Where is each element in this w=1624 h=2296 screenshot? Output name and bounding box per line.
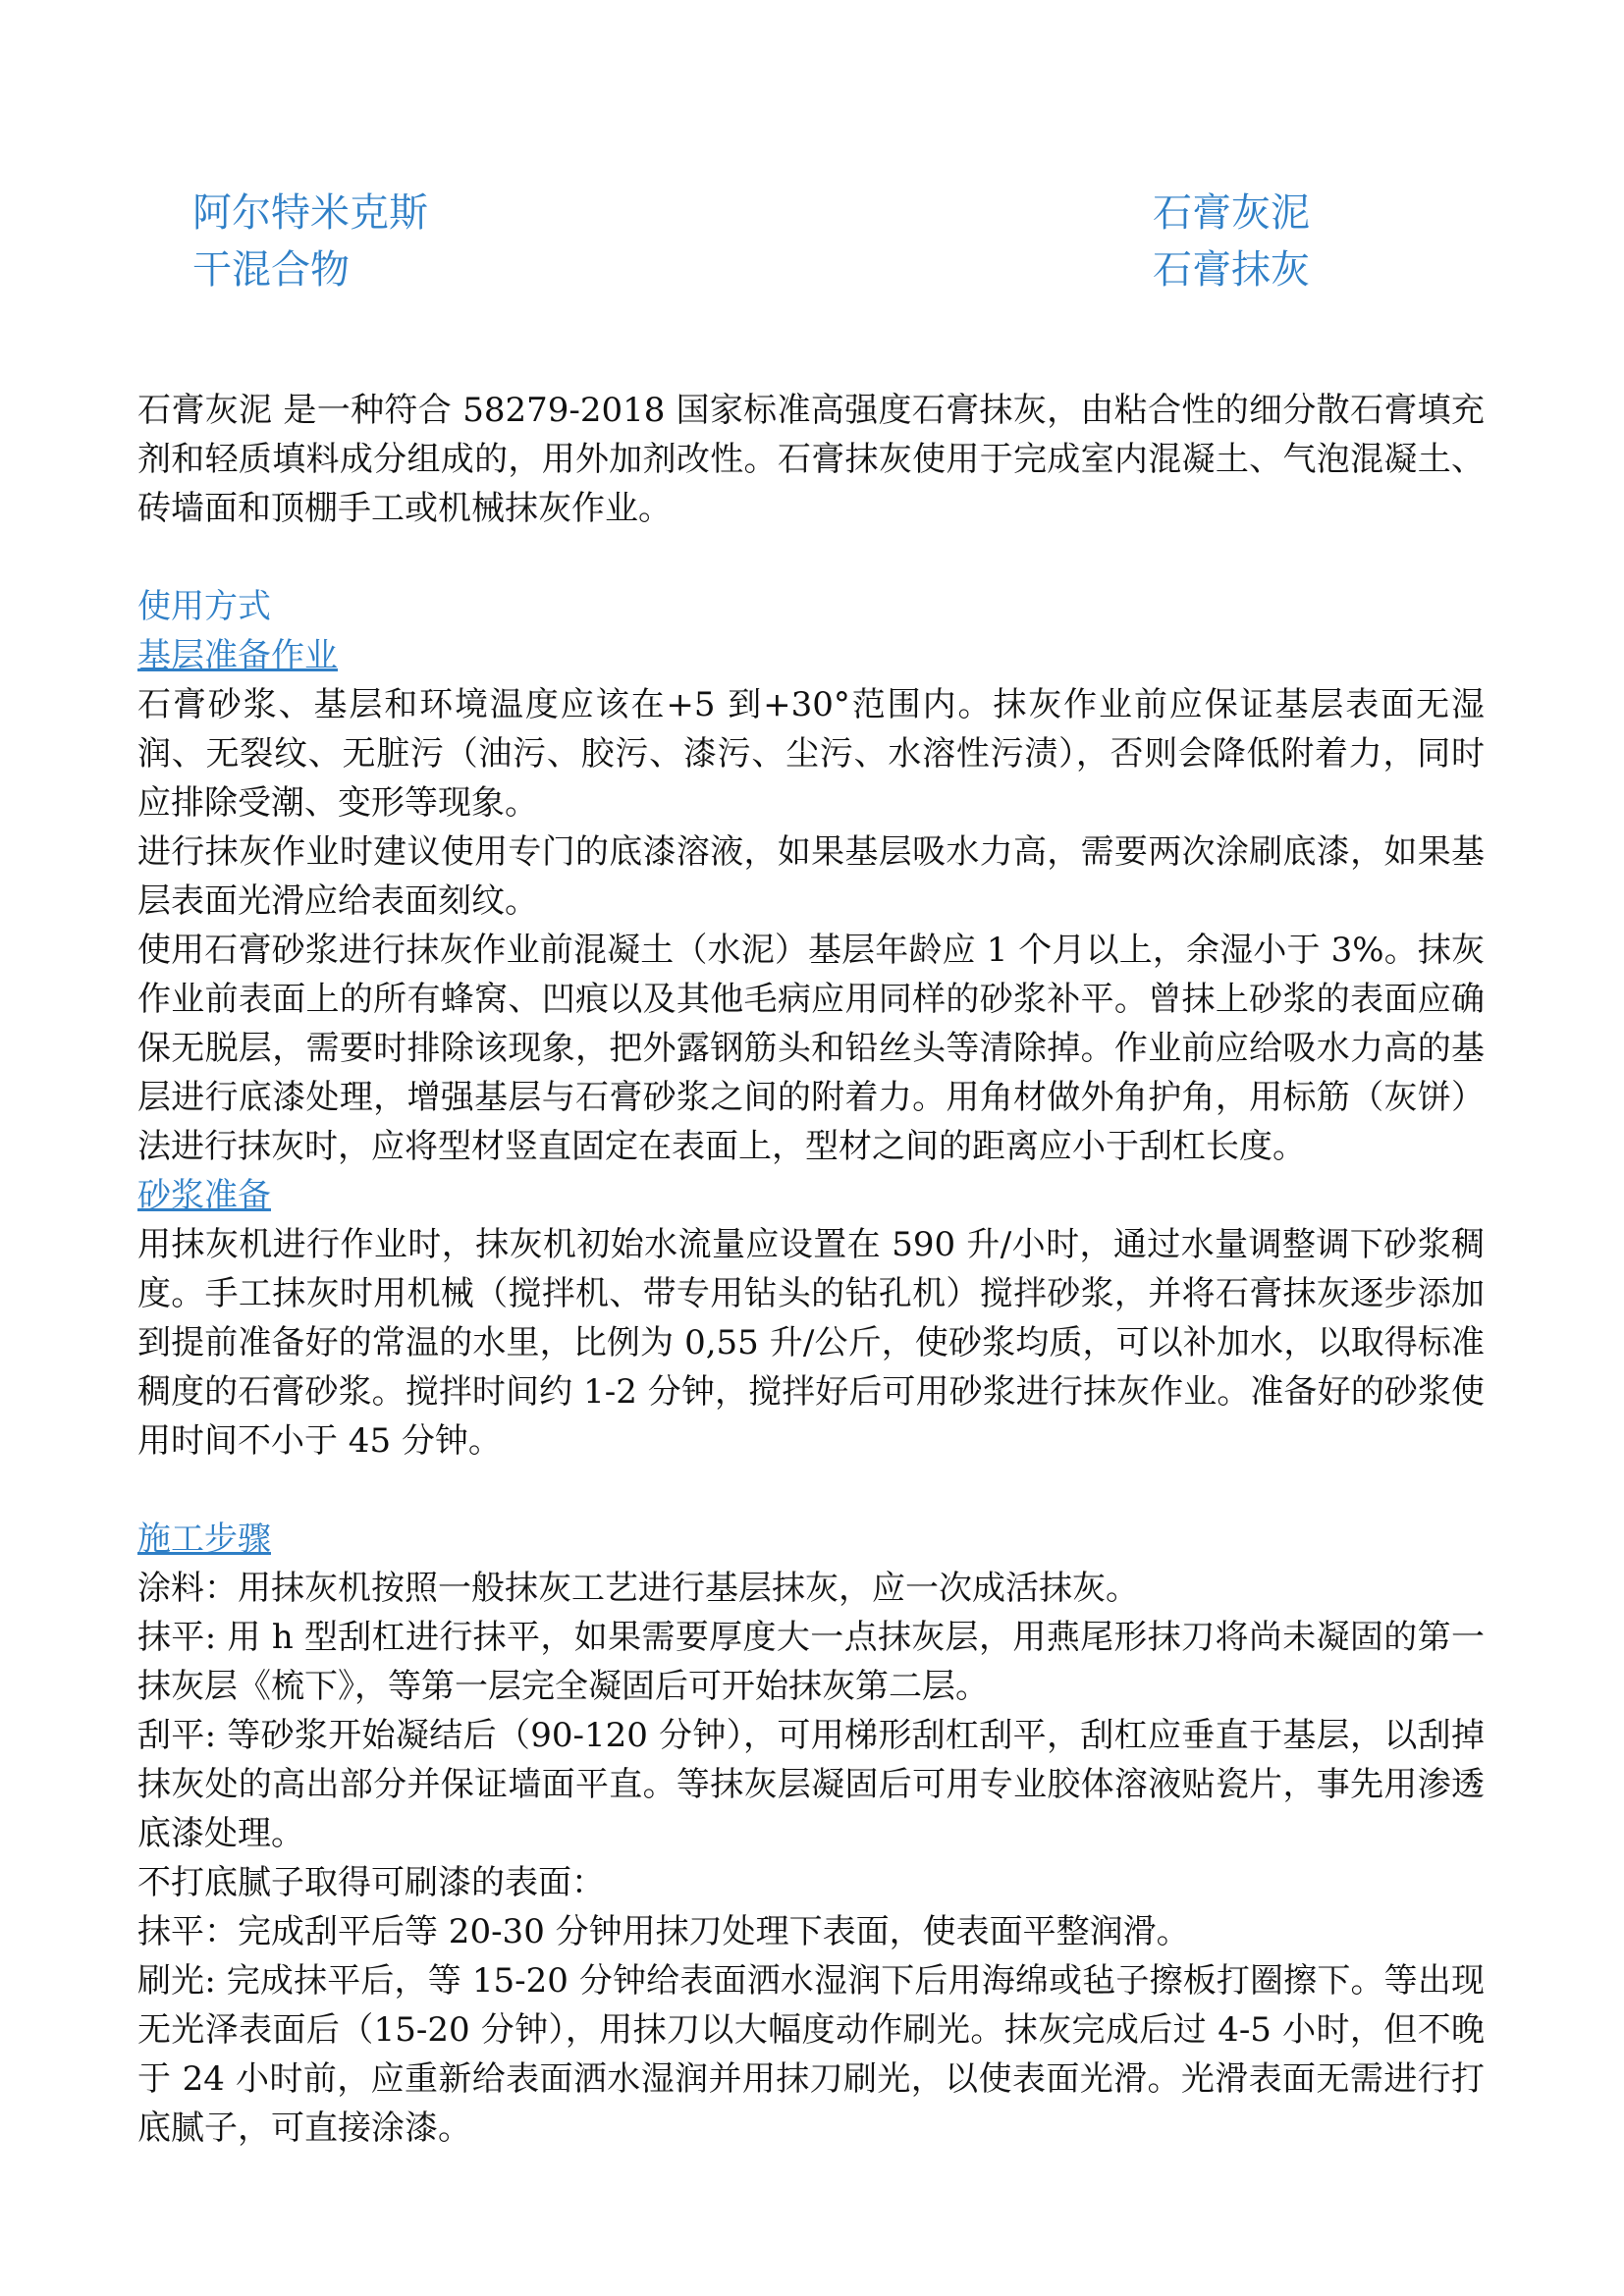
base-prep-paragraph-3: 使用石膏砂浆进行抹灰作业前混凝土（水泥）基层年龄应 1 个月以上，余湿小于 3%。抹灰作业前表面上的所有蜂窝、凹痕以及其他毛病应用同样的砂浆补平。曾抹上砂浆的表面应确保无脱层，需要时排除该现象，把外露钢筋头和铅丝头等清除掉。作业前应给吸水力高的基层进行底漆处理，增强基层与石膏砂浆之间的附着力。用角材做外角护角，用标筋（灰饼）法进行抹灰时，应将型材竖直固定在表面上，型材之间的距离应小于刮杠长度。 [137,931,1485,1166]
intro-paragraph: 石膏灰泥 是一种符合 58279-2018 国家标准高强度石膏抹灰，由粘合性的细分散石膏填充剂和轻质填料成分组成的，用外加剂改性。石膏抹灰使用于完成室内混凝土、气泡混凝土、砖墙面和顶棚手工或机械抹灰作业。 [137,391,1485,528]
steps-paragraph-5: 抹平：完成刮平后等 20-30 分钟用抹刀处理下表面，使表面平整润滑。 [137,1912,1190,1951]
steps-paragraph-6: 刷光: 完成抹平后，等 15-20 分钟给表面洒水湿润下后用海绵或毡子擦板打圈擦下。等出现无光泽表面后（15-20 分钟），用抹刀以大幅度动作刷光。抹灰完成后过 4-5 小时，但不晚于 24 小时前，应重新给表面洒水湿润并用抹刀刷光，以使表面光滑。光滑表面无需进行打底腻子，可直接涂漆。 [137,1961,1485,2148]
product-subtitle: 石膏抹灰 [1153,247,1310,293]
product-name: 石膏灰泥 [1153,190,1310,236]
steps-paragraph-3: 刮平: 等砂浆开始凝结后（90-120 分钟），可用梯形刮杠刮平，刮杠应垂直于基层，以刮掉抹灰处的高出部分并保证墙面平直。等抹灰层凝固后可用专业胶体溶液贴瓷片，事先用渗透底漆处理。 [137,1716,1485,1853]
mortar-prep-paragraph: 用抹灰机进行作业时，抹灰机初始水流量应设置在 590 升/小时，通过水量调整调下砂浆稠度。手工抹灰时用机械（搅拌机、带专用钻头的钻孔机）搅拌砂浆，并将石膏抹灰逐步添加到提前准备好的常温的水里，比例为 0,55 升/公斤，使砂浆均质，可以补加水，以取得标准稠度的石膏砂浆。搅拌时间约 1-2 分钟，搅拌好后可用砂浆进行抹灰作业。准备好的砂浆使用时间不小于 45 分钟。 [137,1225,1485,1461]
steps-paragraph-2: 抹平: 用 h 型刮杠进行抹平，如果需要厚度大一点抹灰层，用燕尾形抹刀将尚未凝固的第一抹灰层《梳下》，等第一层完全凝固后可开始抹灰第二层。 [137,1618,1485,1706]
document-body [137,386,1485,2153]
steps-paragraph-4: 不打底腻子取得可刷漆的表面： [137,1863,605,1902]
steps-heading[interactable]: 施工步骤 [137,1520,271,1559]
base-prep-paragraph-1: 石膏砂浆、基层和环境温度应该在+5 到+30°范围内。抹灰作业前应保证基层表面无湿润、无裂纹、无脏污（油污、胶污、漆污、尘污、水溶性污渍），否则会降低附着力，同时应排除受潮、变形等现象。 [137,685,1485,823]
mortar-prep-heading[interactable]: 砂浆准备 [137,1176,271,1215]
brand-subtitle: 干混合物 [192,247,350,293]
usage-title: 使用方式 [137,587,271,626]
brand-name: 阿尔特米克斯 [192,190,428,236]
brand-block [192,185,428,298]
steps-paragraph-1: 涂料：用抹灰机按照一般抹灰工艺进行基层抹灰，应一次成活抹灰。 [137,1569,1139,1608]
document-header [0,185,1624,302]
base-prep-paragraph-2: 进行抹灰作业时建议使用专门的底漆溶液，如果基层吸水力高，需要两次涂刷底漆，如果基层表面光滑应给表面刻纹。 [137,832,1485,921]
product-block [1153,185,1310,298]
section-spacer [137,1466,1485,1515]
base-prep-heading[interactable]: 基层准备作业 [137,636,338,675]
